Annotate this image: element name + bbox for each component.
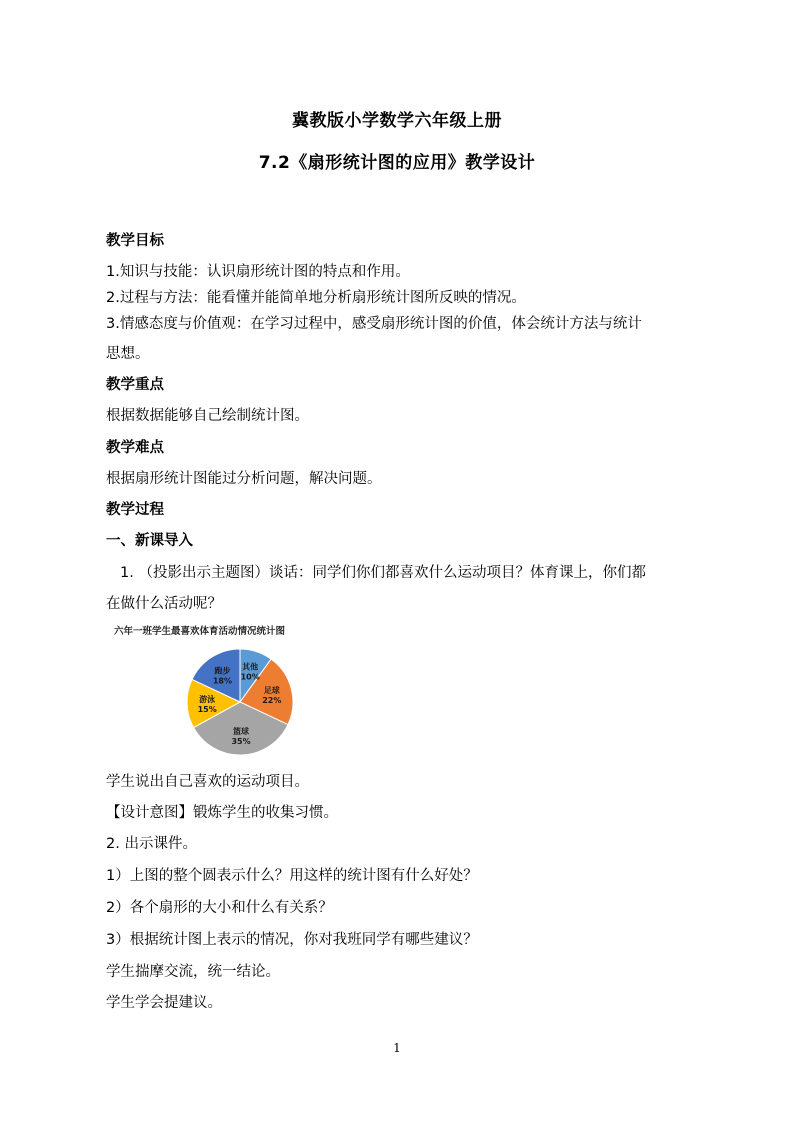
document-title: 冀教版小学数学六年级上册 [292, 111, 502, 131]
step-1: 1. （投影出示主题图）谈话：同学们你们都喜欢什么运动项目？体育课上，你们都 [120, 565, 646, 581]
slice-value-label: 22% [262, 695, 282, 705]
step-1-cont: 在做什么活动呢？ [106, 596, 222, 612]
student-response: 学生说出自己喜欢的运动项目。 [106, 774, 309, 790]
chart-title: 六年一班学生最喜欢体育活动情况统计图 [114, 626, 286, 637]
slice-value-label: 10% [240, 672, 260, 682]
section-intro: 一、新课导入 [106, 533, 193, 549]
objective-2: 2.过程与方法：能看懂并能简单地分析扇形统计图所反映的情况。 [106, 290, 526, 306]
heading-difficulties: 教学难点 [106, 440, 164, 456]
slice-label: 游泳 [199, 695, 216, 705]
step-2: 2. 出示课件。 [106, 836, 197, 852]
heading-objectives: 教学目标 [106, 233, 164, 249]
design-intent: 【设计意图】锻炼学生的收集习惯。 [106, 805, 338, 821]
slice-label: 跑步 [214, 666, 231, 676]
slice-label: 其他 [242, 662, 259, 672]
heading-key-points: 教学重点 [106, 377, 164, 393]
student-suggestion: 学生学会提建议。 [106, 995, 222, 1011]
question-1: 1）上图的整个圆表示什么？用这样的统计图有什么好处？ [106, 868, 478, 884]
slice-value-label: 15% [197, 705, 217, 715]
objective-3-cont: 思想。 [106, 346, 150, 362]
page-number: 1 [393, 1041, 401, 1055]
slice-label: 足球 [263, 685, 280, 695]
document-subtitle: 7.2《扇形统计图的应用》教学设计 [258, 153, 536, 173]
question-2: 2）各个扇形的大小和什么有关系？ [106, 900, 333, 916]
heading-process: 教学过程 [106, 502, 164, 518]
objective-1: 1.知识与技能：认识扇形统计图的特点和作用。 [106, 264, 410, 280]
pie-chart [112, 622, 332, 762]
key-points-text: 根据数据能够自己绘制统计图。 [106, 408, 309, 424]
difficulties-text: 根据扇形统计图能过分析问题，解决问题。 [106, 471, 382, 487]
slice-label: 篮球 [233, 726, 250, 736]
slice-value-label: 18% [212, 676, 232, 686]
question-3: 3）根据统计图上表示的情况，你对我班同学有哪些建议？ [106, 932, 478, 948]
student-discussion: 学生揣摩交流，统一结论。 [106, 964, 280, 980]
slice-value-label: 35% [231, 736, 251, 746]
objective-3: 3.情感态度与价值观：在学习过程中，感受扇形统计图的价值，体会统计方法与统计 [106, 316, 642, 332]
